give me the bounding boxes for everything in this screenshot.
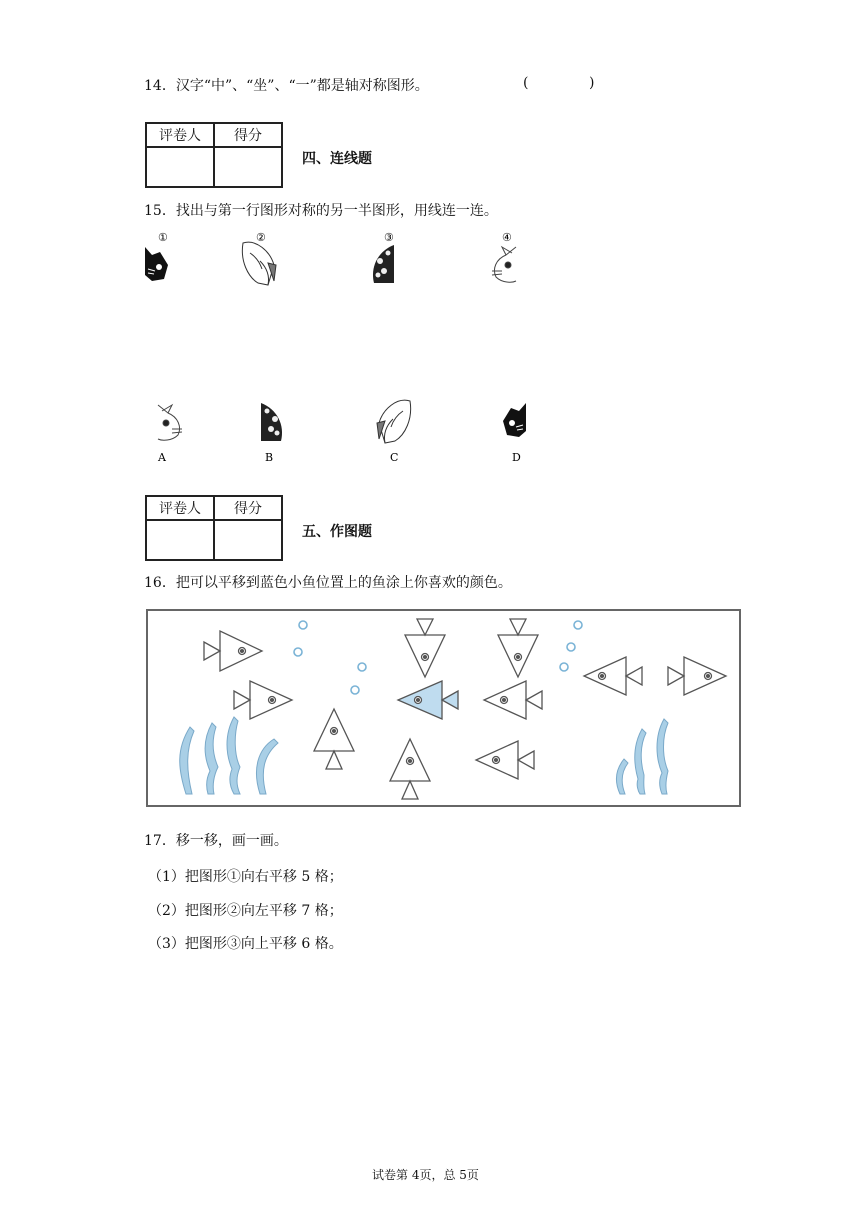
bottom-item-d[interactable] <box>503 403 526 464</box>
matching-figure <box>140 225 540 470</box>
page-footer: 试卷第 4页，总 5页 <box>372 1168 479 1182</box>
top-item-2-marker: ② <box>256 231 266 244</box>
top-item-1-marker: ① <box>158 231 168 244</box>
score-cell[interactable] <box>214 147 282 187</box>
question-16: 16．把可以平移到蓝色小鱼位置上的鱼涂上你喜欢的颜色。 <box>144 575 512 591</box>
section-5-title: 五、作图题 <box>302 524 372 540</box>
section-4-title: 四、连线题 <box>302 151 372 167</box>
score-label: 得分 <box>214 496 282 520</box>
question-17-part-2: （2）把图形②向左平移 7 格； <box>148 903 343 919</box>
fish-tank-figure <box>146 609 742 809</box>
top-item-4[interactable] <box>492 231 516 282</box>
top-item-3[interactable] <box>373 231 394 283</box>
question-17-part-1: （1）把图形①向右平移 5 格； <box>148 869 343 885</box>
bottom-item-c[interactable] <box>377 400 411 464</box>
bottom-item-b-label: B <box>265 451 274 464</box>
top-item-4-marker: ④ <box>502 231 512 244</box>
bottom-item-b[interactable] <box>261 403 282 464</box>
reviewer-cell[interactable] <box>146 147 214 187</box>
score-table-2 <box>145 495 283 561</box>
question-14: 14．汉字“中”、“坐”、“一”都是轴对称图形。 <box>144 78 429 94</box>
butterfly-wing-half-icon <box>377 400 411 443</box>
cat-face-dark-half-icon <box>503 403 526 437</box>
cat-face-dark-half-icon <box>145 247 168 281</box>
score-cell[interactable] <box>214 520 282 560</box>
peacock-tail-half-icon <box>261 403 282 441</box>
score-label: 得分 <box>214 123 282 147</box>
answer-paren-open: ( <box>523 75 529 91</box>
peacock-tail-half-icon <box>373 245 394 283</box>
cat-face-light-half-icon <box>492 247 516 282</box>
question-17-part-3: （3）把图形③向上平移 6 格。 <box>148 936 343 952</box>
reviewer-cell[interactable] <box>146 520 214 560</box>
bottom-item-a-label: A <box>158 451 166 464</box>
question-17: 17．移一移，画一画。 <box>144 833 288 849</box>
bottom-item-d-label: D <box>512 451 521 464</box>
bottom-item-c-label: C <box>390 451 399 464</box>
reviewer-label: 评卷人 <box>146 496 214 520</box>
score-table-1 <box>145 122 283 188</box>
top-item-1[interactable] <box>145 231 168 281</box>
top-item-2[interactable] <box>242 231 276 285</box>
question-15: 15．找出与第一行图形对称的另一半图形，用线连一连。 <box>144 203 498 219</box>
reviewer-label: 评卷人 <box>146 123 214 147</box>
top-item-3-marker: ③ <box>384 231 394 244</box>
cat-face-light-half-icon <box>158 405 182 440</box>
butterfly-wing-half-icon <box>242 242 276 285</box>
bottom-item-a[interactable] <box>157 405 182 464</box>
answer-paren-close: ) <box>589 75 595 91</box>
